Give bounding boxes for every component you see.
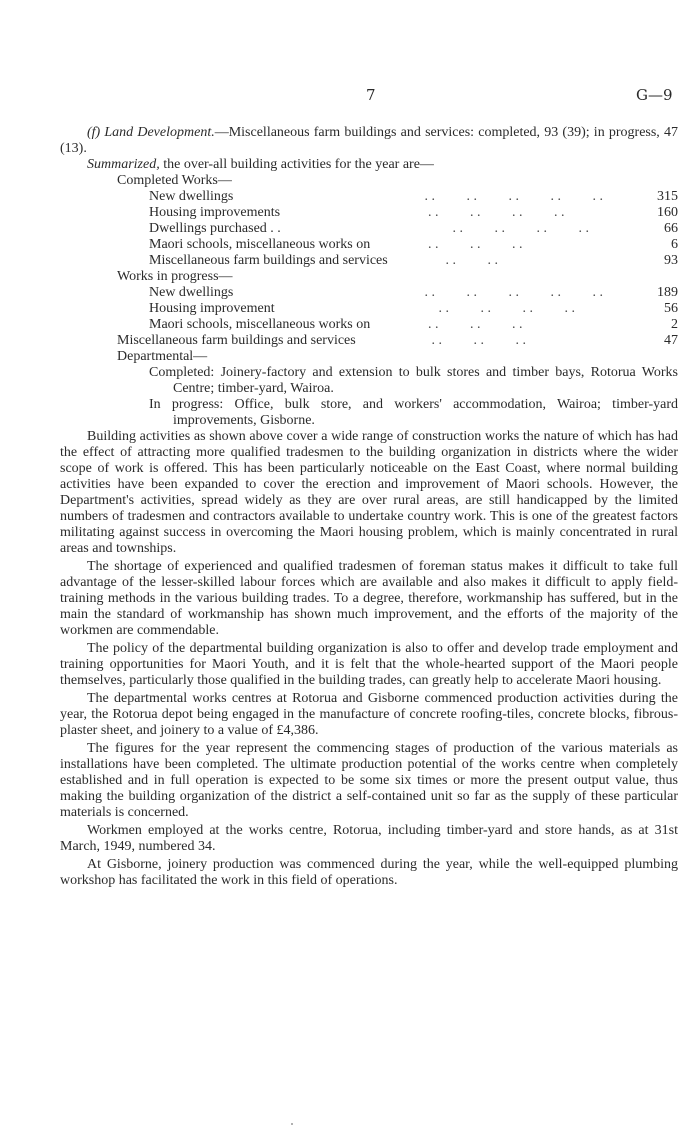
page-mark — [291, 1123, 293, 1125]
list-item: Housing improvement . . . . . . . . 56 — [149, 301, 678, 316]
completed-works-list — [149, 189, 678, 269]
list-item: New dwellings . . . . . . . . . . 315 — [149, 189, 678, 204]
body-paragraph: Building activities as shown above cover a wide range of construction works the nature of which has had the effect of attracting more qualified tradesmen to the building organization in districts where the wider scope of work is offered. This has been particularly noticeable on the East Coast, where normal building activities have been expanded to cover the erection and improvement of Maori schools. However, the Department's activities, spread widely as they are over rural areas, are still handicapped by the limited numbers of tradesmen and contractors available to undertake country work. This is one of the greatest factors militating against success in overcoming the Maori housing problem, which is mainly concentrated in rural areas and townships. — [60, 429, 678, 556]
works-in-progress-list — [149, 285, 678, 333]
misc-in-progress-list — [117, 333, 678, 349]
page-number: 7 — [366, 86, 376, 104]
body-paragraph: At Gisborne, joinery production was commenced during the year, while the well-equipped plumbing workshop has facilitated the work in this field of operations. — [60, 857, 678, 888]
item-count: 47 — [664, 333, 678, 348]
summary-text: the over-all building activities for the year are— — [159, 157, 434, 172]
land-development-paragraph — [60, 125, 678, 157]
land-development-label: (f) Land Development. — [87, 125, 215, 140]
land-development-text: —Miscellaneous farm buildings and services: completed, 93 (39); in progress, 47 (13). — [60, 125, 678, 156]
body-paragraph: The departmental works centres at Rotorua and Gisborne commenced production activities during the year, the Rotorua depot being engaged in the manufacture of concrete roofing-tiles, concrete blocks, fibrous-plaster sheet, and joinery to a value of £4,386. — [60, 691, 678, 738]
list-item: Maori schools, miscellaneous works on . . . . . . 2 — [149, 317, 678, 332]
list-item: New dwellings . . . . . . . . . . 189 — [149, 285, 678, 300]
body-paragraph: The policy of the departmental building organization is also to offer and develop trade employment and training opportunities for Maori Youth, and it is felt that the whole-hearted support of the Maori people themselves, particularly those qualified in the building trades, can greatly help to accelerate Maori housing. — [60, 641, 678, 688]
body-paragraph: The shortage of experienced and qualified tradesmen of foreman status makes it difficult to take full advantage of the lesser-skilled labour forces which are available and also makes it difficult to apply field-training methods in the various building trades. To a degree, therefore, workmanship has suffered, but in the main the standard of workmanship has shown much improvement, and the efforts of the majority of the workmen are commendable. — [60, 559, 678, 638]
item-count: 66 — [664, 221, 678, 236]
document-reference: G—9 — [636, 86, 673, 104]
list-item: Miscellaneous farm buildings and services . . . . . . 47 — [117, 333, 678, 348]
item-count: 160 — [657, 205, 678, 220]
departmental-heading: Departmental— — [117, 349, 208, 364]
summary-label: Summarized, — [87, 157, 160, 172]
item-count: 56 — [664, 301, 678, 316]
list-item: Dwellings purchased . . . . . . . . . . 66 — [149, 221, 678, 236]
departmental-completed: Completed: Joinery-factory and extension to bulk stores and timber bays, Rotorua Works Centre; timber-yard, Wairoa. — [149, 365, 678, 396]
list-item: Maori schools, miscellaneous works on . . . . . . 6 — [149, 237, 678, 252]
item-count: 315 — [657, 189, 678, 204]
summary-intro — [60, 157, 678, 173]
completed-works-heading: Completed Works— — [117, 173, 232, 188]
page-body — [60, 125, 678, 889]
body-paragraph: Workmen employed at the works centre, Rotorua, including timber-yard and store hands, as at 31st March, 1949, numbered 34. — [60, 823, 678, 854]
item-count: 93 — [664, 253, 678, 268]
departmental-in-progress: In progress: Office, bulk store, and workers' accommodation, Wairoa; timber-yard improvements, Gisborne. — [149, 397, 678, 428]
page-header — [0, 86, 700, 106]
item-count: 6 — [671, 237, 678, 252]
item-count: 2 — [671, 317, 678, 332]
list-item: Housing improvements . . . . . . . . 160 — [149, 205, 678, 220]
body-paragraph: The figures for the year represent the commencing stages of production of the various materials as installations have been completed. The ultimate production potential of the works centre when completely established and in full operation is expected to be some six times or more the present output value, thus making the building organization of the district a self-contained unit so far as the supply of these particular materials is concerned. — [60, 741, 678, 820]
item-count: 189 — [657, 285, 678, 300]
list-item: Miscellaneous farm buildings and services . . . . 93 — [149, 253, 678, 268]
works-in-progress-heading: Works in progress— — [117, 269, 233, 284]
